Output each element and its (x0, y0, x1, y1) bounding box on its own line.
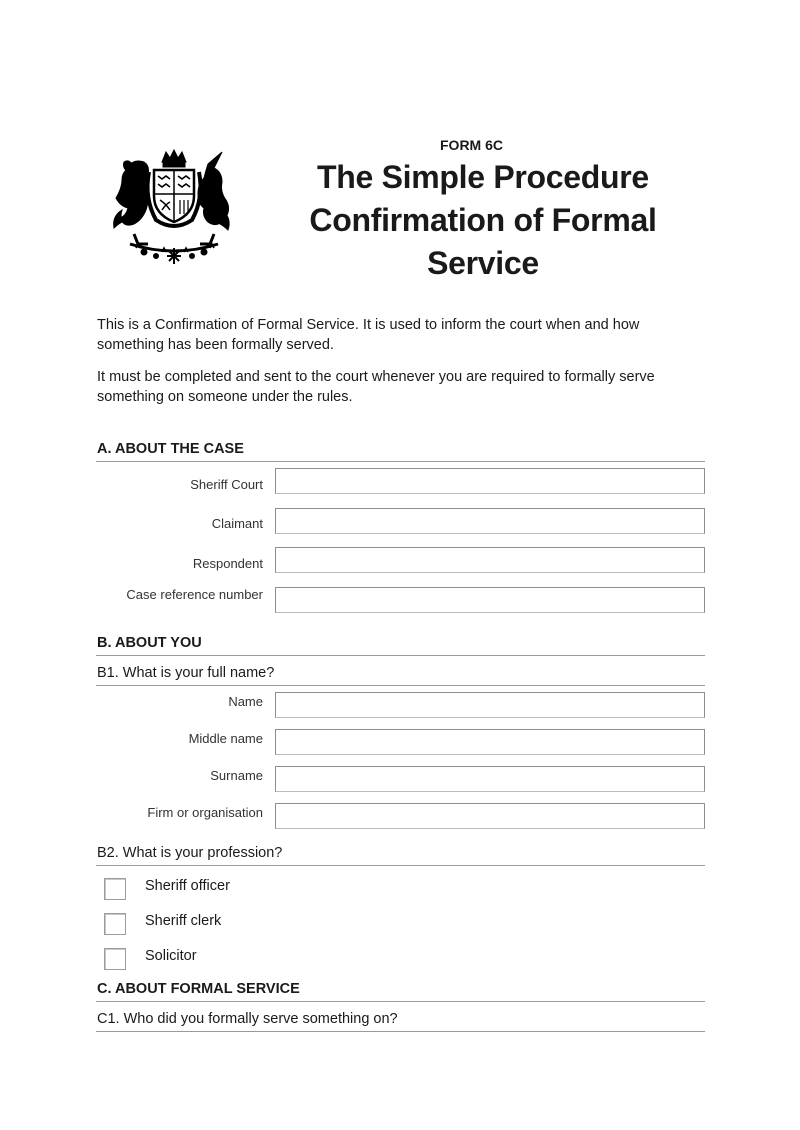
case-reference-label: Case reference number (126, 587, 263, 602)
title-line-2: Confirmation of Formal (309, 202, 657, 238)
royal-coat-of-arms-emblem (104, 148, 244, 266)
section-c-heading: C. ABOUT FORMAL SERVICE (97, 981, 300, 997)
solicitor-checkbox[interactable] (104, 948, 126, 970)
question-b1-divider (96, 685, 705, 686)
middle-name-label: Middle name (188, 731, 263, 746)
name-field[interactable] (275, 692, 705, 718)
surname-field[interactable] (275, 766, 705, 792)
section-c-divider (96, 1001, 705, 1002)
question-c1-divider (96, 1031, 705, 1032)
claimant-label: Claimant (211, 516, 263, 531)
question-b1: B1. What is your full name? (97, 665, 275, 681)
name-label: Name (228, 694, 263, 709)
title-line-3: Service (427, 245, 539, 281)
respondent-label: Respondent (192, 556, 263, 571)
firm-organisation-label: Firm or organisation (147, 805, 263, 820)
question-b2-divider (96, 865, 705, 866)
respondent-field[interactable] (275, 547, 705, 573)
sheriff-court-field[interactable] (275, 468, 705, 494)
section-b-divider (96, 655, 705, 656)
intro-paragraph-1: This is a Confirmation of Formal Service. It is used to inform the court when and how something has been formally served. (97, 317, 640, 353)
sheriff-officer-checkbox[interactable] (104, 878, 126, 900)
section-a-divider (96, 461, 705, 462)
section-b-heading: B. ABOUT YOU (97, 635, 202, 651)
page-title (288, 156, 678, 285)
intro-paragraph-2: It must be completed and sent to the court whenever you are required to formally serve something on someone under the rules. (97, 369, 655, 405)
section-a-heading: A. ABOUT THE CASE (97, 441, 244, 457)
title-line-1: The Simple Procedure (317, 159, 649, 195)
sheriff-officer-label: Sheriff officer (145, 878, 230, 894)
question-c1: C1. Who did you formally serve something on? (97, 1011, 398, 1027)
sheriff-court-label: Sheriff Court (190, 477, 263, 492)
question-b2: B2. What is your profession? (97, 845, 283, 861)
sheriff-clerk-checkbox[interactable] (104, 913, 126, 935)
solicitor-label: Solicitor (145, 948, 197, 964)
sheriff-clerk-label: Sheriff clerk (145, 913, 222, 929)
middle-name-field[interactable] (275, 729, 705, 755)
case-reference-field[interactable] (275, 587, 705, 613)
claimant-field[interactable] (275, 508, 705, 534)
surname-label: Surname (210, 768, 263, 783)
form-number: FORM 6C (440, 137, 503, 153)
firm-organisation-field[interactable] (275, 803, 705, 829)
